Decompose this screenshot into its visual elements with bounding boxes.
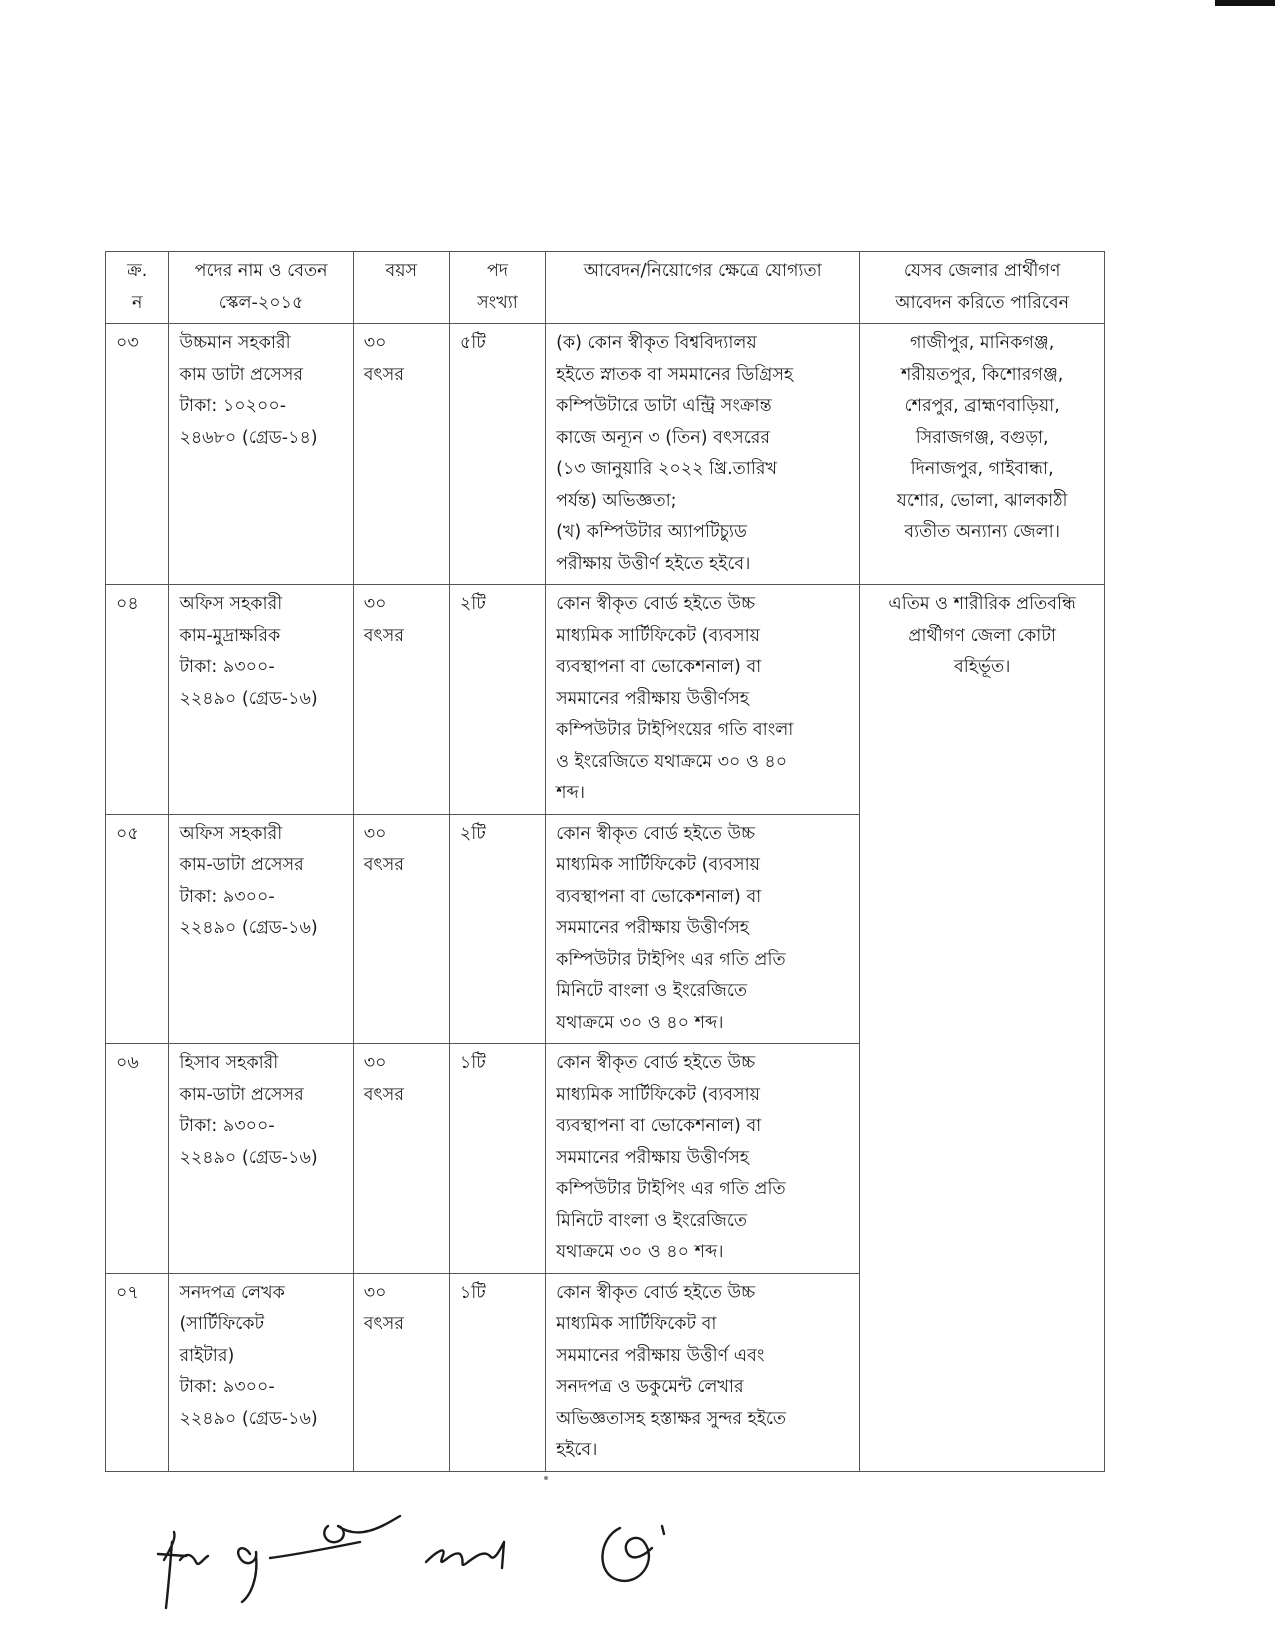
cell-qualification: কোন স্বীকৃত বোর্ড হইতে উচ্চ মাধ্যমিক সার্টিফিকেট (ব্যবসায় ব্যবস্থাপনা বা ভোকেশনাল) বা সমমানের পরীক্ষায় উত্তীর্ণসহ কম্পিউটার টাইপিংয়ের গতি বাংলা ও ইংরেজিতে যথাক্রমে ৩০ ও ৪০ শব্দ।: [546, 585, 860, 815]
cell-serial: ০৪: [106, 585, 169, 815]
cell-serial: ০৩: [106, 324, 169, 585]
header-age: বয়স: [353, 252, 449, 324]
cell-age: ৩০ বৎসর: [353, 1273, 449, 1471]
scan-corner-mark: [1215, 0, 1275, 6]
cell-qualification: কোন স্বীকৃত বোর্ড হইতে উচ্চ মাধ্যমিক সার্টিফিকেট বা সমমানের পরীক্ষায় উত্তীর্ণ এবং সনদপত্র ও ডকুমেন্ট লেখার অভিজ্ঞতাসহ হস্তাক্ষর সুন্দর হইতে হইবে।: [546, 1273, 860, 1471]
header-post-name-pay-scale: পদের নাম ও বেতন স্কেল-২০১৫: [169, 252, 353, 324]
cell-age: ৩০ বৎসর: [353, 585, 449, 815]
cell-post: হিসাব সহকারী কাম-ডাটা প্রসেসর টাকা: ৯৩০০- ২২৪৯০ (গ্রেড-১৬): [169, 1044, 353, 1274]
cell-count: ১টি: [449, 1044, 545, 1274]
cell-serial: ০৫: [106, 814, 169, 1044]
cell-post: অফিস সহকারী কাম-মুদ্রাক্ষরিক টাকা: ৯৩০০- ২২৪৯০ (গ্রেড-১৬): [169, 585, 353, 815]
cell-post: অফিস সহকারী কাম-ডাটা প্রসেসর টাকা: ৯৩০০- ২২৪৯০ (গ্রেড-১৬): [169, 814, 353, 1044]
table-row: [106, 324, 1105, 585]
cell-count: ২টি: [449, 585, 545, 815]
header-qualification: আবেদন/নিয়োগের ক্ষেত্রে যোগ্যতা: [546, 252, 860, 324]
cell-quota-note: এতিম ও শারীরিক প্রতিবন্ধি প্রার্থীগণ জেলা কোটা বহির্ভূত।: [860, 585, 1105, 1472]
cell-qualification: কোন স্বীকৃত বোর্ড হইতে উচ্চ মাধ্যমিক সার্টিফিকেট (ব্যবসায় ব্যবস্থাপনা বা ভোকেশনাল) বা সমমানের পরীক্ষায় উত্তীর্ণসহ কম্পিউটার টাইপিং এর গতি প্রতি মিনিটে বাংলা ও ইংরেজিতে যথাক্রমে ৩০ ও ৪০ শব্দ।: [546, 814, 860, 1044]
scan-speck: [544, 1476, 548, 1480]
table-header-row: [106, 252, 1105, 324]
header-post-count: পদ সংখ্যা: [449, 252, 545, 324]
cell-eligible-districts: গাজীপুর, মানিকগঞ্জ, শরীয়তপুর, কিশোরগঞ্জ, শেরপুর, ব্রাহ্মণবাড়িয়া, সিরাজগঞ্জ, বগুড়া, দিনাজপুর, গাইবান্ধা, যশোর, ভোলা, ঝালকাঠী ব্যতীত অন্যান্য জেলা।: [860, 324, 1105, 585]
cell-qualification: কোন স্বীকৃত বোর্ড হইতে উচ্চ মাধ্যমিক সার্টিফিকেট (ব্যবসায় ব্যবস্থাপনা বা ভোকেশনাল) বা সমমানের পরীক্ষায় উত্তীর্ণসহ কম্পিউটার টাইপিং এর গতি প্রতি মিনিটে বাংলা ও ইংরেজিতে যথাক্রমে ৩০ ও ৪০ শব্দ।: [546, 1044, 860, 1274]
cell-age: ৩০ বৎসর: [353, 324, 449, 585]
signature-2: [238, 1548, 256, 1602]
cell-serial: ০৭: [106, 1273, 169, 1471]
signature-3: [270, 1516, 400, 1558]
signature-1: [158, 1532, 208, 1608]
cell-count: ৫টি: [449, 324, 545, 585]
cell-post: সনদপত্র লেখক (সার্টিফিকেট রাইটার) টাকা: ৯৩০০- ২২৪৯০ (গ্রেড-১৬): [169, 1273, 353, 1471]
table-row: [106, 585, 1105, 815]
header-serial: ক্র. ন: [106, 252, 169, 324]
signature-5: [602, 1526, 664, 1581]
handwritten-signatures: [150, 1498, 750, 1618]
cell-serial: ০৬: [106, 1044, 169, 1274]
header-eligible-districts: যেসব জেলার প্রার্থীগণ আবেদন করিতে পারিবেন: [860, 252, 1105, 324]
cell-age: ৩০ বৎসর: [353, 814, 449, 1044]
cell-count: ১টি: [449, 1273, 545, 1471]
signature-4: [426, 1542, 504, 1568]
recruitment-table: [105, 251, 1105, 1472]
cell-post: উচ্চমান সহকারী কাম ডাটা প্রসেসর টাকা: ১০২০০- ২৪৬৮০ (গ্রেড-১৪): [169, 324, 353, 585]
cell-count: ২টি: [449, 814, 545, 1044]
cell-age: ৩০ বৎসর: [353, 1044, 449, 1274]
cell-qualification: (ক) কোন স্বীকৃত বিশ্ববিদ্যালয় হইতে স্নাতক বা সমমানের ডিগ্রিসহ কম্পিউটারে ডাটা এন্ট্রি সংক্রান্ত কাজে অন্যূন ৩ (তিন) বৎসরের (১৩ জানুয়ারি ২০২২ খ্রি.তারিখ পর্যন্ত) অভিজ্ঞতা; (খ) কম্পিউটার অ্যাপটিচ্যুড পরীক্ষায় উত্তীর্ণ হইতে হইবে।: [546, 324, 860, 585]
